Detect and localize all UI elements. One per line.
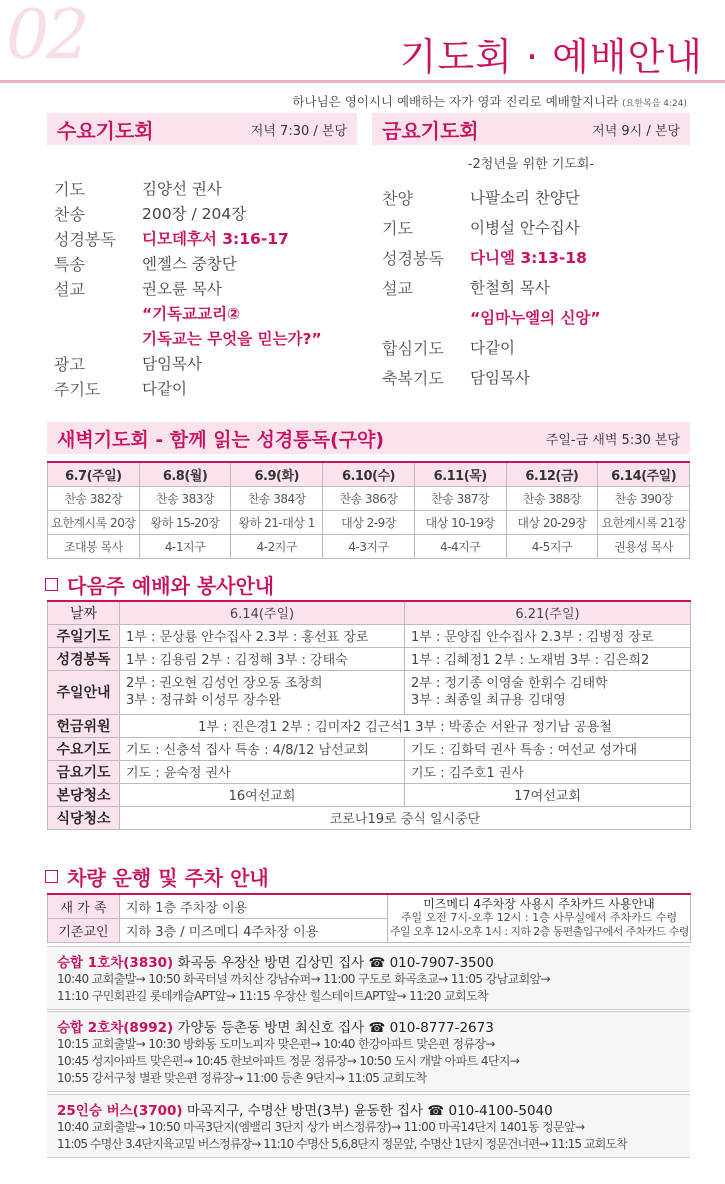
table-row-dates <box>48 462 690 486</box>
table-row <box>48 783 691 806</box>
program-value: 나팔소리 찬양단 <box>470 189 580 207</box>
table-cell: 16여선교회 <box>120 783 405 806</box>
table-row <box>48 714 691 737</box>
table-row <box>48 894 691 918</box>
parking-card-note <box>388 894 691 942</box>
program-label: 기도 <box>54 180 85 199</box>
table-cell: 17여선교회 <box>405 783 691 806</box>
table-cell-hymn: 찬송 388장 <box>506 486 598 510</box>
program-value: 담임목사 <box>142 355 202 373</box>
route-line: 10:40 교회출발→ 10:50 마곡3단지(엠밸리 3단지 상가 버스정류장)→ 11:00 마곡14단지 1401동 정문앞→ <box>57 1120 585 1134</box>
vehicle-name: 승합 2호차(8992) <box>57 1020 174 1036</box>
route-name: 화곡동 우장산 방면 <box>177 955 291 971</box>
table-cell-hymn: 찬송 386장 <box>323 486 415 510</box>
program-label: 축복기도 <box>382 369 444 388</box>
route-line: 10:40 교회출발→ 10:50 화곡터널 까치산 강남슈퍼→ 11:00 구도로 화곡초교→ 11:05 강남교회앞→ <box>57 972 551 986</box>
note-line: 주일 오후 12시-오후 1시 : 지하 2층 동편출입구에서 주차카드 수령 <box>390 925 689 939</box>
program-label: 기도 <box>382 219 413 238</box>
table-cell-leader: 조대봉 목사 <box>48 534 140 558</box>
table-cell-leader: 4-4지구 <box>414 534 506 558</box>
usher-line: 3부 : 정규화 이성무 장수완 <box>126 693 281 708</box>
program-label: 찬송 <box>54 205 85 224</box>
program-row <box>54 377 357 402</box>
checkbox-square-icon <box>45 578 58 591</box>
table-cell: 1부 : 진은경1 2부 : 김미자2 김근석1 3부 : 박종순 서완규 정기남 공용철 <box>120 714 691 737</box>
dawn-prayer-title-bar <box>47 422 690 454</box>
table-cell-reading: 왕하 21-대상 1 <box>231 510 323 534</box>
table-cell-leader: 4-2지구 <box>231 534 323 558</box>
table-cell: 기도 : 윤숙정 권사 <box>120 760 405 783</box>
table-cell-leader: 4-1지구 <box>139 534 231 558</box>
program-label: 주기도 <box>54 380 101 399</box>
next-week-heading <box>45 570 274 599</box>
wednesday-title: 수요기도회 <box>57 118 154 143</box>
verse-reference: (요한복음 4:24) <box>622 99 687 109</box>
usher-line: 3부 : 최종일 최규용 김대영 <box>411 693 566 708</box>
phone-number: ☎ 010-8777-2673 <box>368 1020 494 1036</box>
table-cell-hymn: 찬송 383장 <box>139 486 231 510</box>
table-cell-hymn: 찬송 384장 <box>231 486 323 510</box>
table-cell: 기도 : 김화덕 권사 특송 : 여선교 성가대 <box>405 737 691 760</box>
next-week-title: 다음주 예배와 봉사안내 <box>67 574 275 598</box>
table-cell-date: 6.12(금) <box>506 462 598 486</box>
checkbox-square-icon <box>45 870 58 883</box>
date-header: 6.21(주일) <box>405 601 691 624</box>
usher-line: 2부 : 정기종 이영술 한휘수 김태학 <box>411 676 608 691</box>
sermon-title-line2: 기독교는 무엇을 믿는가?” <box>142 330 322 348</box>
table-cell <box>120 670 405 714</box>
program-value: 다같이 <box>470 339 515 357</box>
program-row <box>382 336 690 366</box>
driver-name: 김상민 집사 <box>294 955 365 971</box>
wednesday-title-bar <box>47 113 357 145</box>
table-row-hymns <box>48 486 690 510</box>
friday-title: 금요기도회 <box>382 118 479 143</box>
table-cell-reading: 요한계시록 21장 <box>598 510 690 534</box>
table-cell: 1부 : 김용림 2부 : 김정해 3부 : 강태숙 <box>120 647 405 670</box>
program-label: 특송 <box>54 255 85 274</box>
dawn-prayer-time: 주일-금 새벽 5:30 본당 <box>545 432 680 448</box>
parking-table <box>47 893 691 943</box>
note-line: 주일 오전 7시-오후 12시 : 1층 사무실에서 주차카드 수령 <box>400 911 678 925</box>
route-line: 10:15 교회출발→ 10:30 방화동 도미노피자 맞은편→ 10:40 한강아파트 맞은편 정류장→ <box>57 1037 495 1051</box>
table-row <box>48 806 691 829</box>
table-cell: 지하 1층 주차장 이용 <box>120 894 388 918</box>
driver-name: 최신호 집사 <box>294 1020 365 1036</box>
program-value: 권오륜 목사 <box>142 280 222 298</box>
table-cell-date: 6.10(수) <box>323 462 415 486</box>
table-cell-date: 6.7(주일) <box>48 462 140 486</box>
program-row <box>54 227 357 252</box>
table-cell: 코로나19로 중식 일시중단 <box>120 806 691 829</box>
table-cell: 기도 : 신충석 집사 특송 : 4/8/12 남선교회 <box>120 737 405 760</box>
row-label: 날짜 <box>48 601 120 624</box>
table-cell-hymn: 찬송 390장 <box>598 486 690 510</box>
table-row <box>48 601 691 624</box>
note-title: 미즈메디 4주차장 사용시 주차카드 사용안내 <box>423 897 655 912</box>
program-value: 김양선 권사 <box>142 180 222 198</box>
scripture-reading: 다니엘 3:13-18 <box>470 249 587 267</box>
page-number: 02 <box>6 0 87 75</box>
scripture-reading: 디모데후서 3:16-17 <box>142 230 289 248</box>
friday-prayer-section <box>372 113 690 396</box>
row-label: 새 가 족 <box>48 894 120 918</box>
program-row <box>382 276 690 306</box>
program-label: 찬양 <box>382 189 413 208</box>
program-value: 한철희 목사 <box>470 279 550 297</box>
table-row <box>48 760 691 783</box>
bus-header <box>57 1099 680 1119</box>
program-row <box>382 186 690 216</box>
header-divider <box>0 80 725 83</box>
program-label: 성경봉독 <box>54 230 116 249</box>
bus-route-3 <box>47 1094 690 1158</box>
program-label: 설교 <box>382 279 413 298</box>
program-value: 담임목사 <box>470 369 530 387</box>
sermon-title-line1: “기독교교리② <box>142 305 241 323</box>
route-line: 11:10 구민회관길 롯데캐슬APT앞→ 11:15 우장산 힐스테이트APT앞→ 11:20 교회도착 <box>57 989 488 1003</box>
row-label: 주일기도 <box>48 624 120 647</box>
date-header: 6.14(주일) <box>120 601 405 624</box>
table-cell-date: 6.9(화) <box>231 462 323 486</box>
table-cell-reading: 요한계시록 20장 <box>48 510 140 534</box>
table-row <box>48 670 691 714</box>
usher-line: 2부 : 권오현 김성언 장오동 조창희 <box>126 676 323 691</box>
row-label: 본당청소 <box>48 783 120 806</box>
program-row <box>54 352 357 377</box>
bus-route-1 <box>47 946 690 1010</box>
friday-subtitle: -2청년을 위한 기도회- <box>467 157 595 172</box>
table-cell: 1부 : 김혜정1 2부 : 노재범 3부 : 김은희2 <box>405 647 691 670</box>
dawn-schedule-table <box>47 461 690 559</box>
program-value: 엔젤스 중창단 <box>142 255 237 273</box>
bus-route-2 <box>47 1011 690 1092</box>
parking-heading <box>45 862 269 891</box>
friday-time: 저녁 9시 / 본당 <box>592 123 680 139</box>
row-label: 성경봉독 <box>48 647 120 670</box>
friday-title-bar <box>372 113 690 145</box>
table-row <box>48 624 691 647</box>
program-value: 200장 / 204장 <box>142 205 247 223</box>
program-value: 다같이 <box>142 380 187 398</box>
row-label: 수요기도 <box>48 737 120 760</box>
wednesday-time: 저녁 7:30 / 본당 <box>250 123 347 139</box>
table-cell-leader: 4-3지구 <box>323 534 415 558</box>
route-name: 마곡지구, 수명산 방면(3부) <box>186 1103 350 1119</box>
row-label: 식당청소 <box>48 806 120 829</box>
table-row-readings <box>48 510 690 534</box>
wednesday-prayer-section <box>47 113 357 402</box>
program-row <box>54 177 357 202</box>
table-row <box>48 647 691 670</box>
table-cell-leader: 4-5지구 <box>506 534 598 558</box>
row-label: 주일안내 <box>48 670 120 714</box>
program-value: 이병설 안수집사 <box>470 219 580 237</box>
table-cell-hymn: 찬송 382장 <box>48 486 140 510</box>
service-roster-table <box>47 600 691 830</box>
program-row <box>382 216 690 246</box>
program-row <box>54 202 357 227</box>
vehicle-name: 25인승 버스(3700) <box>57 1103 183 1119</box>
program-row <box>382 246 690 276</box>
page-title: 기도회 · 예배안내 <box>399 35 703 79</box>
verse-text: 하나님은 영이시니 예배하는 자가 영과 진리로 예배할지니라 <box>292 94 619 109</box>
table-cell-hymn: 찬송 387장 <box>414 486 506 510</box>
table-row <box>48 737 691 760</box>
table-cell-reading: 대상 2-9장 <box>323 510 415 534</box>
table-cell: 기도 : 김주호1 권사 <box>405 760 691 783</box>
program-row <box>54 252 357 277</box>
row-label: 금요기도 <box>48 760 120 783</box>
table-cell-date: 6.8(월) <box>139 462 231 486</box>
program-label: 설교 <box>54 280 85 299</box>
table-cell: 지하 3층 / 미즈메디 4주차장 이용 <box>120 918 388 942</box>
program-row <box>382 366 690 396</box>
vehicle-name: 승합 1호차(3830) <box>57 955 174 971</box>
table-cell-date: 6.11(목) <box>414 462 506 486</box>
table-cell: 1부 : 문양집 안수집사 2.3부 : 김병정 장로 <box>405 624 691 647</box>
table-cell-reading: 대상 20-29장 <box>506 510 598 534</box>
phone-number: ☎ 010-7907-3500 <box>368 955 494 971</box>
table-cell-leader: 권용성 목사 <box>598 534 690 558</box>
program-row <box>54 277 357 302</box>
program-label: 광고 <box>54 355 85 374</box>
table-cell: 1부 : 문상룡 안수집사 2.3부 : 홍선표 장로 <box>120 624 405 647</box>
wednesday-program <box>47 145 357 402</box>
sermon-title: “임마누엘의 신앙” <box>470 309 601 327</box>
parking-title: 차량 운행 및 주차 안내 <box>67 866 269 890</box>
dawn-prayer-title: 새벽기도회 - 함께 읽는 성경통독(구약) <box>57 428 385 451</box>
friday-program <box>372 174 690 396</box>
table-cell <box>405 670 691 714</box>
bus-header <box>57 1016 680 1036</box>
bus-header <box>57 951 680 971</box>
phone-number: ☎ 010-4100-5040 <box>427 1103 553 1119</box>
scripture-verse <box>292 92 687 110</box>
route-line: 10:55 강서구청 별관 맞은편 정류장→ 11:00 등촌 9단지→ 11:05 교회도착 <box>57 1071 427 1085</box>
row-label: 헌금위원 <box>48 714 120 737</box>
row-label: 기존교인 <box>48 918 120 942</box>
table-cell-date: 6.14(주일) <box>598 462 690 486</box>
driver-name: 윤동한 집사 <box>353 1103 424 1119</box>
route-line: 11:05 수명산 3.4단지육교밑 버스정류장→ 11:10 수명산 5,6,8단지 정문앞, 수명산 1단지 정문건너편→ 11:15 교회도착 <box>57 1137 627 1151</box>
table-cell-reading: 왕하 15-20장 <box>139 510 231 534</box>
route-line: 10:45 성지아파트 맞은편→ 10:45 한보아파트 정문 정류장→ 10:50 도시 개발 아파트 4단지→ <box>57 1054 520 1068</box>
table-cell-reading: 대상 10-19장 <box>414 510 506 534</box>
program-label: 합심기도 <box>382 339 444 358</box>
table-row-leaders <box>48 534 690 558</box>
program-label: 성경봉독 <box>382 249 444 268</box>
route-name: 가양동 등촌동 방면 <box>177 1020 291 1036</box>
